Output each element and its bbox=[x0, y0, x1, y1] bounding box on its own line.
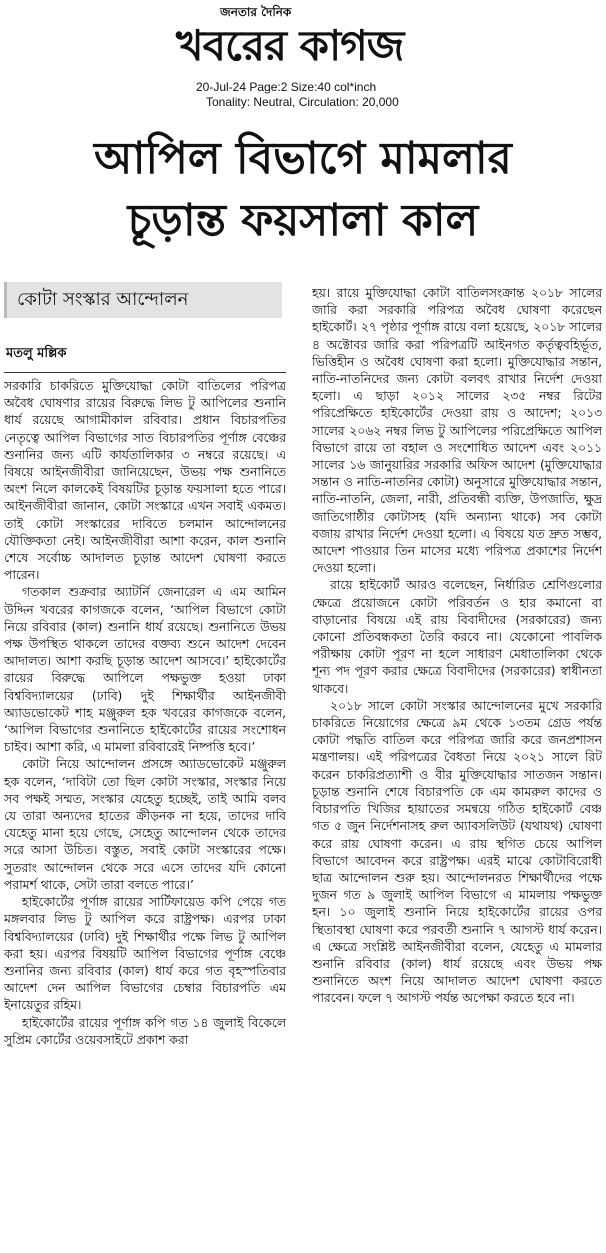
byline-divider bbox=[4, 372, 286, 373]
article-column-2 bbox=[312, 285, 602, 1253]
clipping-meta-date: 20-Jul-24 Page:2 Size:40 col*inch bbox=[196, 80, 377, 94]
paragraph: কোটা নিয়ে আন্দোলন প্রসঙ্গে অ্যাডভোকেট মঞ্জুরুল হক বলেন, ‘দাবিটা তো ছিল কোটা সংস্কার, সংস্কার নিয়ে সব পক্ষই সম্মত, সংস্কার যেহেতু হচ্ছেই, তাই আমি বলব যে তারা অন্যদের হাতের ক্রীড়নক না হয়ে, তাদের দাবি যেহেতু মানা হয়ে গেছে, সেহেতু আন্দোলন থেকে তাদের সরে আসা উচিত। বস্তুত, সবাই কোটা সংস্কারের পক্ষে। সুতরাং আন্দোলন থেকে সরে এসে তাদের যদি কোনো পরামর্শ থাকে, সেটা তারা বলতে পারে।’ bbox=[4, 757, 286, 892]
paragraph: হাইকোর্টের পূর্ণাঙ্গ রায়ের সার্টিফায়েড কপি পেয়ে গত মঙ্গলবার লিভ টু আপিল করে রাষ্ট্রপক্ষ। এরপর ঢাকা বিশ্ববিদ্যালয়ের (ঢাবি) দুই শিক্ষার্থীর পক্ষে লিভ টু আপিল করা হয়। এরপর বিষয়টি আপিল বিভাগের পূর্ণাঙ্গ বেঞ্চে শুনানির জন্য রবিবার (কাল) ধার্য করে গত বৃহস্পতিবার আদেশ দেন আপিল বিভাগের চেম্বার বিচারপতি এম ইনায়েতুর রহিম। bbox=[4, 895, 286, 1013]
byline: মতলু মল্লিক bbox=[6, 346, 67, 361]
masthead-tagline: জনতার দৈনিক bbox=[220, 5, 292, 19]
article-column-1 bbox=[4, 378, 286, 1253]
paragraph: ২০১৮ সালে কোটা সংস্কার আন্দোলনের মুখে সরকারি চাকরিতে নিয়োগের ক্ষেত্রে ৯ম থেকে ১৩তম গ্রেড পর্যন্ত কোটা পদ্ধতি বাতিল করে পরিপত্র জারি করে জনপ্রশাসন মন্ত্রণালয়। এই পরিপত্রের বৈধতা নিয়ে ২০২১ সালে রিট করেন চাকরিপ্রত্যাশী ও বীর মুক্তিযোদ্ধার সাতজন সন্তান। চূড়ান্ত শুনানি শেষে বিচারপতি কে এম কামরুল কাদের ও বিচারপতি খিজির হায়াতের সমন্বয়ে গঠিত হাইকোর্ট বেঞ্চ গত ৫ জুন নির্দেশনাসহ রুল অ্যাবসলিউট (যথাযথ) ঘোষণা করে রায় ঘোষণা করেন। এ রায় স্থগিত চেয়ে আপিল বিভাগে আবেদন করে রাষ্ট্রপক্ষ। এরই মাঝে কোটাবিরোধী ছাত্র আন্দোলন শুরু হয়। আন্দোলনরত শিক্ষার্থীদের পক্ষে দুজন গত ৯ জুলাই আপিল বিভাগে এ মামলায় পক্ষভুক্ত হন। ১০ জুলাই শুনানি নিয়ে হাইকোর্টের রায়ের ওপর স্থিতাবস্থা ঘোষণা করে পরবর্তী শুনানি ৭ আগস্ট ধার্য করেন। এ ক্ষেত্রে সংশ্লিষ্ট আইনজীবীরা বলেন, যেহেতু এ মামলার শুনানি রবিবার (কাল) ধার্য রয়েছে এবং উভয় পক্ষ শুনানিতে অংশ নিয়ে আদালত আদেশ ঘোষণা করতে পারবেন। ফলে ৭ আগস্ট পর্যন্ত অপেক্ষা করতে হবে না। bbox=[312, 698, 602, 1006]
clipping-meta-tonality: Tonality: Neutral, Circulation: 20,000 bbox=[206, 95, 399, 109]
headline-line-1: আপিল বিভাগে মামলার bbox=[94, 133, 512, 184]
paragraph: হয়। রায়ে মুক্তিযোদ্ধা কোটা বাতিলসংক্রান্ত ২০১৮ সালের জারি করা সরকারি পরিপত্র অবৈধ ঘোষণা করেছেন হাইকোর্ট। ২৭ পৃষ্ঠার পূর্ণাঙ্গ রায়ে বলা হয়েছে, ২০১৮ সালের ৪ অক্টোবর জারি করা পরিপত্রটি আইনগত কর্তৃত্ববহির্ভূত, ভিত্তিহীন ও অবৈধ ঘোষণা করা হলো। মুক্তিযোদ্ধার সন্তান, নাতি-নাতনিদের জন্য কোটা বলবৎ রাখার নির্দেশ দেওয়া হলো। এ ছাড়া ২০১২ সালের ২৩৫ নম্বর রিটের পরিপ্রেক্ষিতে হাইকোর্টের দেওয়া রায় ও আদেশ; ২০১৩ সালের ২০৬২ নম্বর লিভ টু আপিলের পরিপ্রেক্ষিতে আপিল বিভাগে রায়ে তা বহাল ও সংশোধিত আদেশ এবং ২০১১ সালের ১৬ জানুয়ারির সরকারি অফিস আদেশ (মুক্তিযোদ্ধার সন্তান ও নাতি-নাতনির কোটা) অনুসারে মুক্তিযোদ্ধার সন্তান, নাতি-নাতনি, জেলা, নারী, প্রতিবন্ধী ব্যক্তি, উপজাতি, ক্ষুদ্র জাতিগোষ্ঠীর কোটাসহ (যদি অন্যান্য থাকে) সব কোটা বজায় রাখার নির্দেশ দেওয়া হলো। এ বিষয়ে যত দ্রুত সম্ভব, আদেশ পাওয়ার তিন মাসের মধ্যে পরিপত্র প্রকাশের নির্দেশ দেওয়া হলো। bbox=[312, 286, 602, 576]
paragraph: সরকারি চাকরিতে মুক্তিযোদ্ধা কোটা বাতিলের পরিপত্র অবৈধ ঘোষণার রায়ের বিরুদ্ধে লিভ টু আপিলের শুনানি ধার্য রয়েছে আগামীকাল রবিবার। প্রধান বিচারপতির নেতৃত্বে আপিল বিভাগের সাত বিচারপতির পূর্ণাঙ্গ বেঞ্চের শুনানির জন্য এটি কার্যতালিকার ৩ নম্বরে রয়েছে। এ বিষয়ে আইনজীবীরা জানিয়েছেন, উভয় পক্ষ শুনানিতে অংশ নিলে কালকেই বিষয়টির চূড়ান্ত ফয়সালা হতে পারে। আইনজীবীরা জানান, কোটা সংস্কারে এখন সবাই একমত। তাই কোটা সংস্কারের দাবিতে চলমান আন্দোলনের যৌক্তিকতা নেই। আইনজীবীরা আশা করেন, কাল শুনানি শেষে সর্বোচ্চ আদালত চূড়ান্ত আদেশ ঘোষণা করতে পারেন। bbox=[4, 379, 286, 583]
paragraph: গতকাল শুক্রবার অ্যাটর্নি জেনারেল এ এম আমিন উদ্দিন খবরের কাগজকে বলেন, ‘আপিল বিভাগে কোটা নিয়ে রবিবার (কাল) শুনানি ধার্য রয়েছে। শুনানিতে উভয় পক্ষ উপস্থিত থাকলে তাদের বক্তব্য শুনে আদেশ দেবেন আদালত। আশা করছি চূড়ান্ত আদেশ আসবে।’ হাইকোর্টের রায়ের বিরুদ্ধে আপিলে পক্ষভুক্ত হওয়া ঢাকা বিশ্ববিদ্যালয়ের (ঢাবি) দুই শিক্ষার্থীর আইনজীবী অ্যাডভোকেট শাহ মঞ্জুরুল হক খবরের কাগজকে বলেন, ‘আপিল বিভাগের শুনানিতে হাইকোর্টের রায়ের সংশোধন চাইব। আশা করি, এ মামলা রবিবারেই নিষ্পত্তি হবে।’ bbox=[4, 585, 286, 755]
newspaper-name: খবরের কাগজ bbox=[176, 21, 404, 70]
headline-line-2: চূড়ান্ত ফয়সালা কাল bbox=[127, 195, 479, 246]
paragraph: রায়ে হাইকোর্ট আরও বলেছেন, নির্ধারিত শ্রেণিগুলোর ক্ষেত্রে প্রয়োজনে কোটা পরিবর্তন ও হার কমানো বা বাড়ানোর বিষয়ে এই রায় বিবাদীদের (সরকারের) জন্য কোনো প্রতিবন্ধকতা তৈরি করবে না। যেকোনো পাবলিক পরীক্ষায় কোটা পূরণ না হলে সাধারণ মেধাতালিকা থেকে শূন্য পদ পূরণ করার ক্ষেত্রে বিবাদীদের (সরকারের) স্বাধীনতা থাকবে। bbox=[312, 578, 602, 696]
paragraph: হাইকোর্টের রায়ের পূর্ণাঙ্গ কপি গত ১৪ জুলাই বিকেলে সুপ্রিম কোর্টের ওয়েবসাইটে প্রকাশ করা bbox=[4, 1015, 286, 1047]
kicker-label: কোটা সংস্কার আন্দোলন bbox=[4, 282, 282, 318]
headline bbox=[0, 128, 606, 252]
